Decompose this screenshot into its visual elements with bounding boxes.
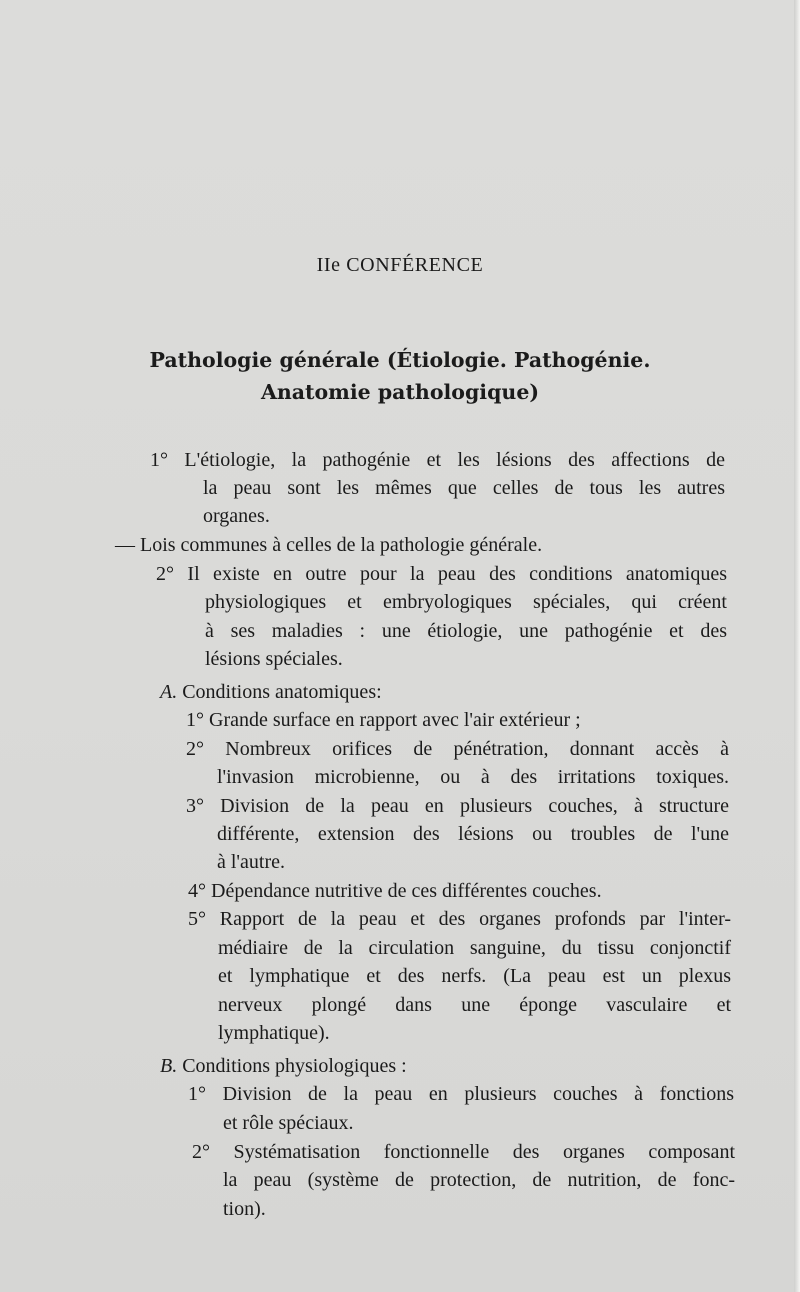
section-a-heading — [160, 678, 382, 706]
section-b-item-1-line-2: et rôle spéciaux. — [223, 1112, 354, 1134]
chapter-heading — [0, 344, 800, 408]
section-a-item-1-line-1: 1° Grande surface en rapport avec l'air extérieur ; — [186, 709, 581, 731]
section-b-item-2-line-3: tion). — [223, 1198, 266, 1220]
paragraph-1-line-1: 1° L'étiologie, la pathogénie et les lésions des affections de — [150, 449, 725, 471]
chapter-heading-line-1: Pathologie générale (Étiologie. Pathogénie. — [149, 348, 651, 372]
section-a-item-3-line-3: à l'autre. — [217, 851, 286, 873]
section-a-item-5-line-2: médiaire de la circulation sanguine, du tissu conjonctif — [218, 937, 731, 959]
section-a-title: Conditions anatomiques: — [182, 681, 382, 703]
paragraph-1-line-2: la peau sont les mêmes que celles de tous les autres — [203, 477, 725, 499]
paragraph-2-line-1: — Lois communes à celles de la pathologie générale. — [115, 534, 543, 556]
section-a-item-5-line-1: 5° Rapport de la peau et des organes profonds par l'inter- — [188, 908, 731, 930]
paragraph-3-line-4: lésions spéciales. — [205, 648, 343, 670]
paragraph-3-line-1: 2° Il existe en outre pour la peau des conditions anatomiques — [156, 563, 727, 585]
page-edge — [794, 0, 800, 1292]
section-b-title: Conditions physiologiques : — [182, 1055, 407, 1077]
paragraph-3-line-2: physiologiques et embryologiques spéciales, qui créent — [205, 591, 727, 613]
section-b-heading — [160, 1052, 407, 1080]
paragraph-3-line-3: à ses maladies : une étiologie, une pathogénie et des — [205, 620, 727, 642]
section-a-item-3-line-1: 3° Division de la peau en plusieurs couches, à structure — [186, 795, 729, 817]
section-a-item-2-line-2: l'invasion microbienne, ou à des irritations toxiques. — [217, 766, 729, 788]
section-a-item-2-line-1: 2° Nombreux orifices de pénétration, donnant accès à — [186, 738, 729, 760]
conference-title: IIe CONFÉRENCE — [316, 254, 484, 276]
section-a-item-3-line-2: différente, extension des lésions ou troubles de l'une — [217, 823, 729, 845]
section-a-letter: A. — [160, 681, 178, 703]
section-b-item-2-line-1: 2° Systématisation fonctionnelle des organes composant — [192, 1141, 735, 1163]
section-b-item-2-line-2: la peau (système de protection, de nutrition, de fonc- — [223, 1169, 735, 1191]
section-b-item-1-line-1: 1° Division de la peau en plusieurs couches à fonctions — [188, 1083, 734, 1105]
chapter-heading-line-2: Anatomie pathologique) — [260, 380, 540, 404]
section-a-item-5-line-5: lymphatique). — [218, 1022, 330, 1044]
section-b-letter: B. — [160, 1055, 178, 1077]
section-a-item-5-line-4: nerveux plongé dans une éponge vasculaire et — [218, 994, 731, 1016]
section-a-item-5-line-3: et lymphatique et des nerfs. (La peau est un plexus — [218, 965, 731, 987]
paragraph-1-line-3: organes. — [203, 505, 270, 527]
section-a-item-4-line-1: 4° Dépendance nutritive de ces différentes couches. — [188, 880, 602, 902]
